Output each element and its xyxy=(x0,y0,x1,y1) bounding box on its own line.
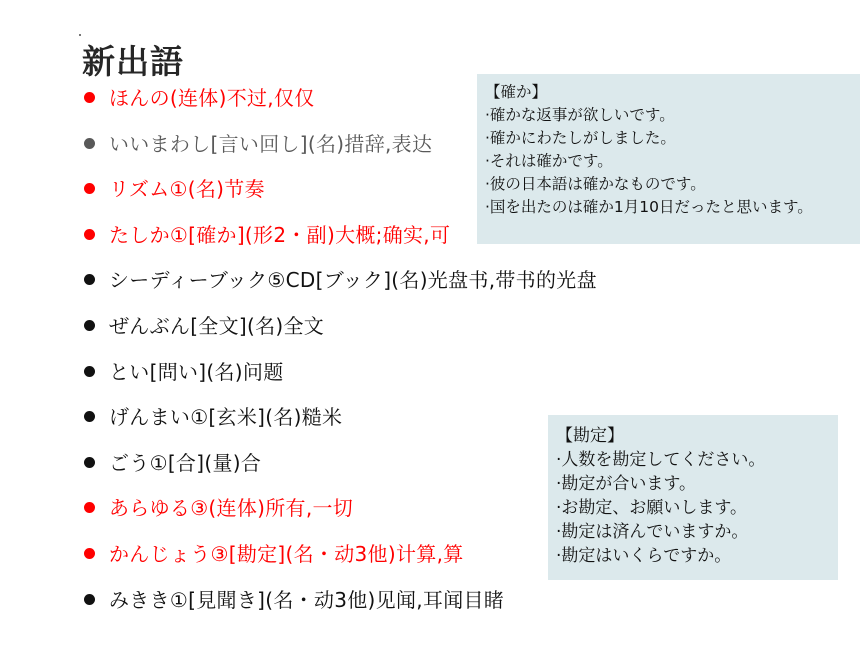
vocab-item xyxy=(84,309,597,355)
note-line: ·それは確かです。 xyxy=(485,152,613,170)
vocab-text: ごう①[合](量)合 xyxy=(109,450,262,475)
vocab-item xyxy=(84,491,597,537)
vocab-item xyxy=(84,355,597,401)
vocab-text: あらゆる③(连体)所有,一切 xyxy=(109,496,354,521)
vocab-text: ぜんぶん[全文](名)全文 xyxy=(109,313,325,338)
vocab-item xyxy=(84,537,597,583)
corner-dot xyxy=(79,34,81,36)
vocab-text: とい[問い](名)问题 xyxy=(109,359,284,384)
vocab-text: かんじょう③[勘定](名・动3他)计算,算 xyxy=(109,541,464,566)
note-line: ·確かにわたしがしました。 xyxy=(485,129,676,147)
note-line: ·確かな返事が欲しいです。 xyxy=(485,106,675,124)
bullet-icon xyxy=(84,457,95,468)
bullet-icon xyxy=(84,183,95,194)
vocab-item xyxy=(84,263,597,309)
bullet-icon xyxy=(84,594,95,605)
bullet-icon xyxy=(84,502,95,513)
vocab-item xyxy=(84,400,597,446)
bullet-icon xyxy=(84,92,95,103)
note-line: ·彼の日本語は確かなものです。 xyxy=(485,175,706,193)
vocab-text: リズム①(名)节奏 xyxy=(109,177,265,202)
note-heading: 【確か】 xyxy=(485,83,548,101)
note-line: ·国を出たのは確か1月10日だったと思います。 xyxy=(485,198,813,216)
note-heading: 【勘定】 xyxy=(556,426,624,446)
vocab-text: げんまい①[玄米](名)糙米 xyxy=(109,405,343,430)
note-line: ·人数を勘定してください。 xyxy=(556,450,766,470)
vocab-text: たしか①[確か](形2・副)大概;确实,可 xyxy=(109,222,451,247)
note-line: ·勘定が合います。 xyxy=(556,474,697,494)
bullet-icon xyxy=(84,274,95,285)
vocab-text: ほんの(连体)不过,仅仅 xyxy=(109,86,315,110)
note-box-tashika xyxy=(477,74,860,244)
bullet-icon xyxy=(84,229,95,240)
bullet-icon xyxy=(84,320,95,331)
bullet-icon xyxy=(84,138,95,149)
vocab-text: いいまわし[言い回し](名)措辞,表达 xyxy=(109,131,433,156)
vocab-item xyxy=(84,446,597,492)
bullet-icon xyxy=(84,411,95,422)
bullet-icon xyxy=(84,366,95,377)
vocab-text: シーディーブック⑤CD[ブック](名)光盘书,带书的光盘 xyxy=(109,268,597,293)
note-line: ·勘定はいくらですか。 xyxy=(556,546,732,566)
page-title: 新出語 xyxy=(82,42,184,81)
vocab-text: みきき①[見聞き](名・动3他)见闻,耳闻目睹 xyxy=(109,587,505,612)
note-line: ·勘定は済んでいますか。 xyxy=(556,522,749,542)
note-line: ·お勘定、お願いします。 xyxy=(556,498,748,518)
note-box-kanjou xyxy=(548,415,838,580)
vocab-item xyxy=(84,583,597,629)
bullet-icon xyxy=(84,548,95,559)
